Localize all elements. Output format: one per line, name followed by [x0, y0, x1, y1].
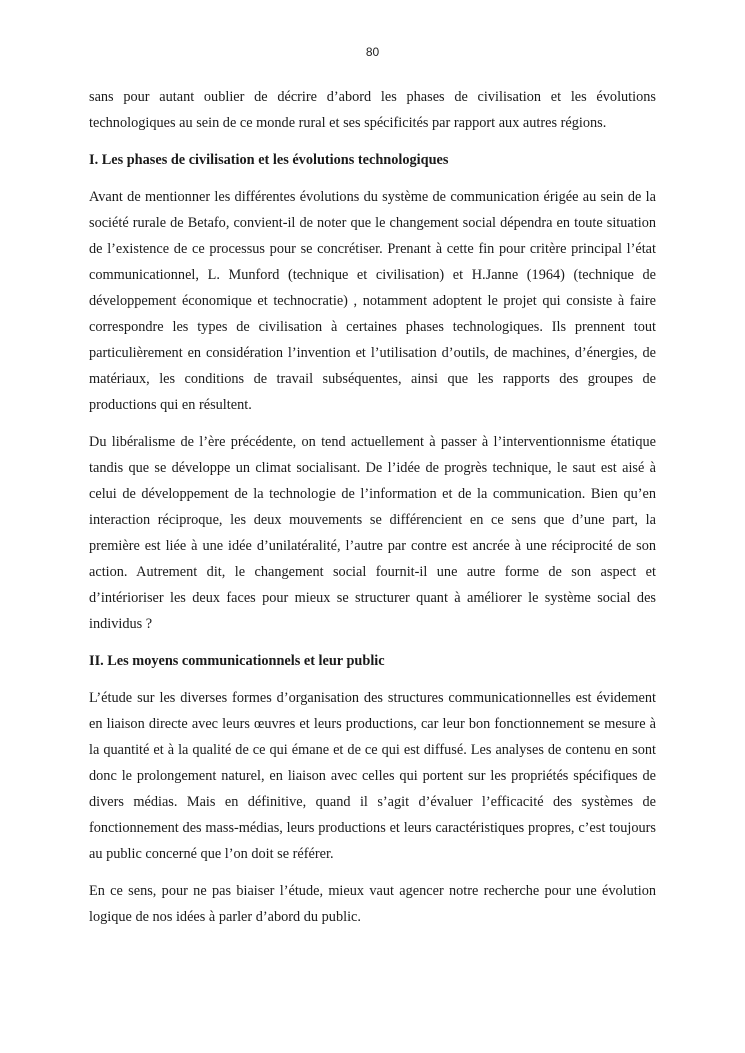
section-1-paragraph-1: Avant de mentionner les différentes évolutions du système de communication érigée au sein de la société rurale de Betafo, convient-il de noter que le changement social dépendra en toute situation de l’existence de ce processus pour se concrétiser. Prenant à cette fin pour critère principal l’état communicationnel, L. Munford (technique et civilisation) et H.Janne (1964) (technique de développement économique et technocratie) , notamment adoptent le projet qui consiste à faire correspondre les types de civilisation à certaines phases technologiques. Ils prennent tout particulièrement en considération l’invention et l’utilisation d’outils, de machines, d’énergies, de matériaux, les conditions de travail subséquentes, ainsi que les rapports des groupes de productions qui en résultent. [89, 189, 656, 413]
page-content [89, 84, 656, 941]
section-2-paragraph-2: En ce sens, pour ne pas biaiser l’étude, mieux vaut agencer notre recherche pour une évolution logique de nos idées à parler d’abord du public. [89, 883, 656, 925]
intro-paragraph: sans pour autant oublier de décrire d’abord les phases de civilisation et les évolutions technologiques au sein de ce monde rural et ses spécificités par rapport aux autres régions. [89, 89, 656, 131]
section-2-heading: II. Les moyens communicationnels et leur public [89, 653, 385, 669]
section-1-heading: I. Les phases de civilisation et les évolutions technologiques [89, 152, 449, 168]
section-2-paragraph-1: L’étude sur les diverses formes d’organisation des structures communicationnelles est évidement en liaison directe avec leurs œuvres et leurs productions, car leur bon fonctionnement se mesure à la quantité et à la qualité de ce qui émane et de ce qui est diffusé. Les analyses de contenu en sont donc le prolongement naturel, en liaison avec celles qui portent sur les propriétés spécifiques de divers médias. Mais en définitive, quand il s’agit d’évaluer l’efficacité des systèmes de fonctionnement des mass-médias, leurs productions et leurs caractéristiques propres, c’est toujours au public concerné que l’on doit se référer. [89, 690, 656, 862]
page-number: 80 [365, 45, 380, 59]
section-1-paragraph-2: Du libéralisme de l’ère précédente, on tend actuellement à passer à l’interventionnisme étatique tandis que se développe un climat socialisant. De l’idée de progrès technique, le saut est aisé à celui de développement de la technologie de l’information et de la communication. Bien qu’en interaction réciproque, les deux mouvements se différencient en ce sens que d’une part, la première est liée à une idée d’unilatéralité, l’autre par contre est ancrée à une réciprocité de son action. Autrement dit, le changement social fournit-il une autre forme de son aspect et d’intérioriser les deux faces pour mieux se structurer quant à améliorer le système social des individus ? [89, 434, 656, 632]
